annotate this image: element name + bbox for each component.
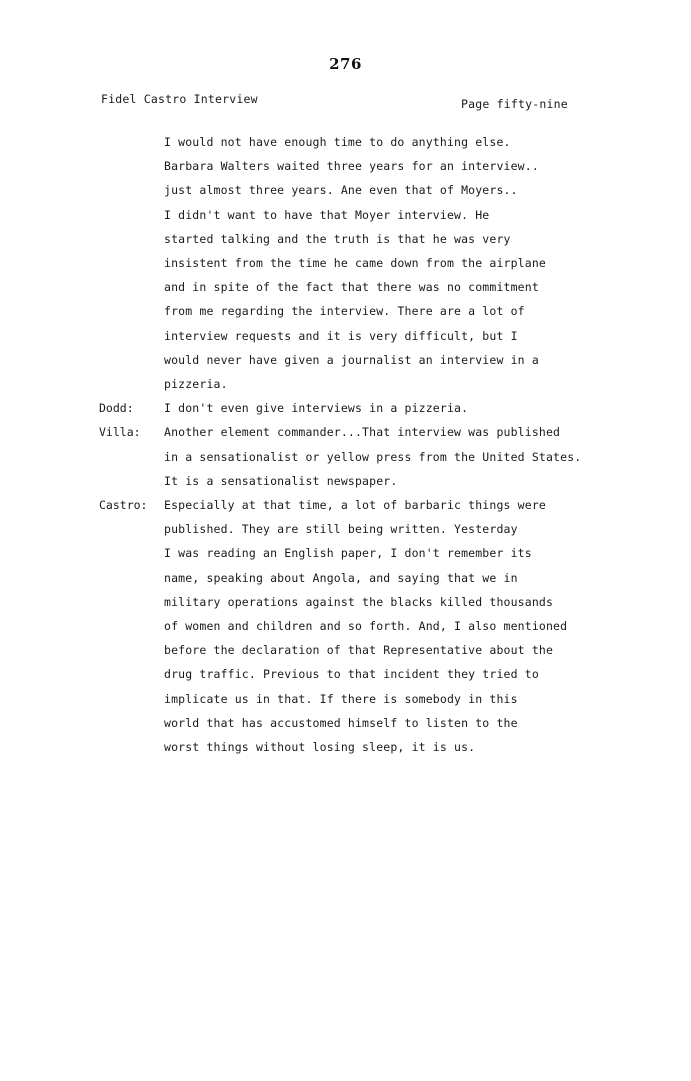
- text-line: before the declaration of that Representative about the: [164, 643, 554, 658]
- speaker-label: Castro:: [99, 498, 148, 513]
- text-line: I didn't want to have that Moyer interview. He: [164, 207, 490, 222]
- text-line: Another element commander...That interview was published: [164, 425, 561, 440]
- text-line: in a sensationalist or yellow press from the United States.: [164, 449, 582, 464]
- page-label: Page fifty-nine: [461, 97, 568, 111]
- text-line: I was reading an English paper, I don't remember its: [164, 546, 532, 561]
- entry-text: [164, 130, 691, 396]
- transcript: [0, 130, 691, 759]
- speaker-label: Dodd:: [99, 401, 134, 416]
- transcript-entry: [0, 396, 691, 420]
- text-line: implicate us in that. If there is somebody in this: [164, 691, 518, 706]
- speaker-label: Villa:: [99, 425, 141, 440]
- text-line: It is a sensationalist newspaper.: [164, 473, 398, 488]
- transcript-entry: [0, 420, 691, 493]
- text-line: from me regarding the interview. There are a lot of: [164, 304, 525, 319]
- text-line: of women and children and so forth. And, I also mentioned: [164, 619, 568, 634]
- document-title: Fidel Castro Interview: [101, 92, 258, 106]
- text-line: insistent from the time he came down from the airplane: [164, 256, 546, 271]
- text-line: Barbara Walters waited three years for an interview..: [164, 159, 539, 174]
- entry-text: [164, 420, 691, 493]
- text-line: worst things without losing sleep, it is us.: [164, 740, 476, 755]
- text-line: pizzeria.: [164, 377, 228, 392]
- text-line: I would not have enough time to do anything else.: [164, 135, 511, 149]
- text-line: military operations against the blacks killed thousands: [164, 594, 554, 609]
- text-line: published. They are still being written. Yesterday: [164, 522, 518, 537]
- text-line: started talking and the truth is that he was very: [164, 231, 511, 246]
- entry-text: [164, 396, 691, 420]
- entry-text: [164, 493, 691, 759]
- text-line: world that has accustomed himself to listen to the: [164, 715, 518, 730]
- text-line: would never have given a journalist an interview in a: [164, 352, 539, 367]
- transcript-entry: [0, 130, 691, 396]
- text-line: name, speaking about Angola, and saying that we in: [164, 570, 518, 585]
- page-number: 276: [329, 55, 362, 73]
- text-line: I don't even give interviews in a pizzeria.: [164, 401, 469, 416]
- text-line: drug traffic. Previous to that incident they tried to: [164, 667, 539, 682]
- text-line: just almost three years. Ane even that of Moyers..: [164, 183, 518, 198]
- text-line: interview requests and it is very difficult, but I: [164, 328, 518, 343]
- transcript-entry: [0, 493, 691, 759]
- text-line: and in spite of the fact that there was no commitment: [164, 280, 539, 295]
- text-line: Especially at that time, a lot of barbaric things were: [164, 498, 546, 513]
